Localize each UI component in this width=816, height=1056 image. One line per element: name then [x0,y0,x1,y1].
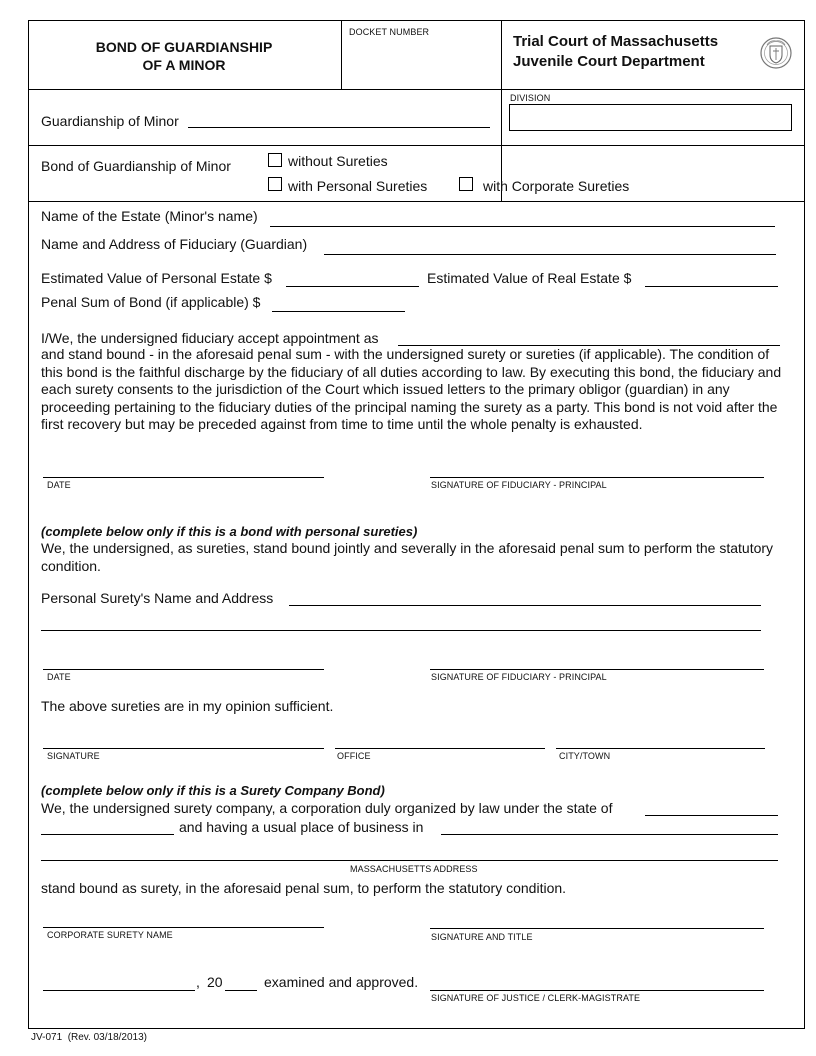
approval-date-field[interactable] [43,990,195,991]
ma-address-field[interactable] [41,860,778,861]
section-rule-2 [28,201,805,202]
header-divider-2 [501,20,502,201]
penal-sum-label: Penal Sum of Bond (if applicable) $ [41,294,261,310]
corporate-surety-name-field[interactable] [43,927,324,928]
surety-company-line1: We, the undersigned surety company, a corporation duly organized by law under the state of [41,800,613,816]
header-bottom-rule [28,89,805,90]
date-field-1[interactable] [43,477,324,478]
real-estate-field[interactable] [645,286,778,287]
date-field-2[interactable] [43,669,324,670]
incorporation-state-field[interactable] [645,815,778,816]
examined-approved-text: examined and approved. [264,974,419,990]
real-estate-label: Estimated Value of Real Estate $ [427,270,632,286]
form-title [62,38,306,74]
sufficiency-text: The above sureties are in my opinion sufficient. [41,698,334,714]
penal-sum-field[interactable] [272,311,405,312]
fiduciary-signature-label-1: SIGNATURE OF FIDUCIARY - PRINCIPAL [431,480,607,490]
court-name-line1: Trial Court of Massachusetts [513,33,719,50]
justice-signature-label: SIGNATURE OF JUSTICE / CLERK-MAGISTRATE [431,993,641,1003]
option-corporate-sureties: with Corporate Sureties [483,178,630,194]
bond-type-label: Bond of Guardianship of Minor [41,158,231,174]
city-town-field[interactable] [556,748,765,749]
official-signature-label: SIGNATURE [47,751,100,761]
surety-name-address-field[interactable] [289,605,761,606]
court-name-line2: Juvenile Court Department [513,53,705,70]
form-title-line2: OF A MINOR [142,57,226,73]
signature-and-title-label: SIGNATURE AND TITLE [431,932,533,942]
option-without-sureties: without Sureties [288,153,388,169]
surety-company-statement: stand bound as surety, in the aforesaid penal sum, to perform the statutory condition. [41,880,567,896]
justice-signature-field[interactable] [430,990,764,991]
fiduciary-signature-field-2[interactable] [430,669,764,670]
section-rule-1 [28,145,805,146]
office-label: OFFICE [337,751,371,761]
personal-sureties-heading: (complete below only if this is a bond with personal sureties) [41,524,418,539]
comma-separator: , [196,974,200,990]
signature-and-title-field[interactable] [430,928,764,929]
massachusetts-seal-icon [759,36,793,70]
header-divider-1 [341,20,342,89]
docket-number-field[interactable] [344,40,499,86]
checkbox-corporate-sureties[interactable] [459,177,473,191]
option-personal-sureties: with Personal Sureties [288,178,428,194]
division-field[interactable] [509,104,792,131]
fiduciary-signature-field-1[interactable] [430,477,764,478]
place-of-business-field[interactable] [441,834,778,835]
fiduciary-field[interactable] [324,254,776,255]
personal-sureties-statement: We, the undersigned, as sureties, stand bound jointly and severally in the aforesaid penal sum to perform the statutory condition. [41,540,774,574]
surety-company-line2: and having a usual place of business in [179,819,424,835]
approval-year-field[interactable] [225,990,257,991]
estate-name-field[interactable] [270,226,775,227]
fiduciary-signature-label-2: SIGNATURE OF FIDUCIARY - PRINCIPAL [431,672,607,682]
division-label: DIVISION [510,93,551,103]
surety-name-address-label: Personal Surety's Name and Address [41,590,274,606]
guardianship-minor-field[interactable] [188,127,490,128]
corporate-surety-name-label: CORPORATE SURETY NAME [47,930,173,940]
city-town-label: CITY/TOWN [559,751,611,761]
bond-condition-paragraph: and stand bound - in the aforesaid penal sum - with the undersigned surety or sureties (if applicable). The condition of this bond is the faithful discharge by the fiduciary of all duties according to law. By executing this bond, the fiduciary and each surety consents to the jurisdiction of the Court which issued letters to the primary obligor (guardian) in any proceeding pertaining to the fiduciary duties of the principal naming the surety as a party. This bond is not void after the first recovery but may be preceded against from time to time until the whole penalty is exhausted. [41,346,782,433]
date-label-1: DATE [47,480,71,490]
ma-address-label: MASSACHUSETTS ADDRESS [350,864,478,874]
year-prefix: 20 [207,974,223,990]
personal-estate-label: Estimated Value of Personal Estate $ [41,270,272,286]
office-field[interactable] [335,748,545,749]
appointment-text: I/We, the undersigned fiduciary accept appointment as [41,330,379,346]
form-id-footer: JV-071 (Rev. 03/18/2013) [31,1032,147,1043]
guardianship-label: Guardianship of Minor [41,113,179,129]
docket-number-label: DOCKET NUMBER [349,27,430,37]
date-label-2: DATE [47,672,71,682]
surety-company-heading: (complete below only if this is a Surety Company Bond) [41,783,385,798]
surety-address-line-2[interactable] [41,630,761,631]
checkbox-without-sureties[interactable] [268,153,282,167]
fiduciary-label: Name and Address of Fiduciary (Guardian) [41,236,308,252]
personal-estate-field[interactable] [286,286,419,287]
estate-name-label: Name of the Estate (Minor's name) [41,208,258,224]
official-signature-field[interactable] [43,748,324,749]
incorporation-state-field-2[interactable] [41,834,174,835]
checkbox-personal-sureties[interactable] [268,177,282,191]
form-title-line1: BOND OF GUARDIANSHIP [95,39,273,55]
